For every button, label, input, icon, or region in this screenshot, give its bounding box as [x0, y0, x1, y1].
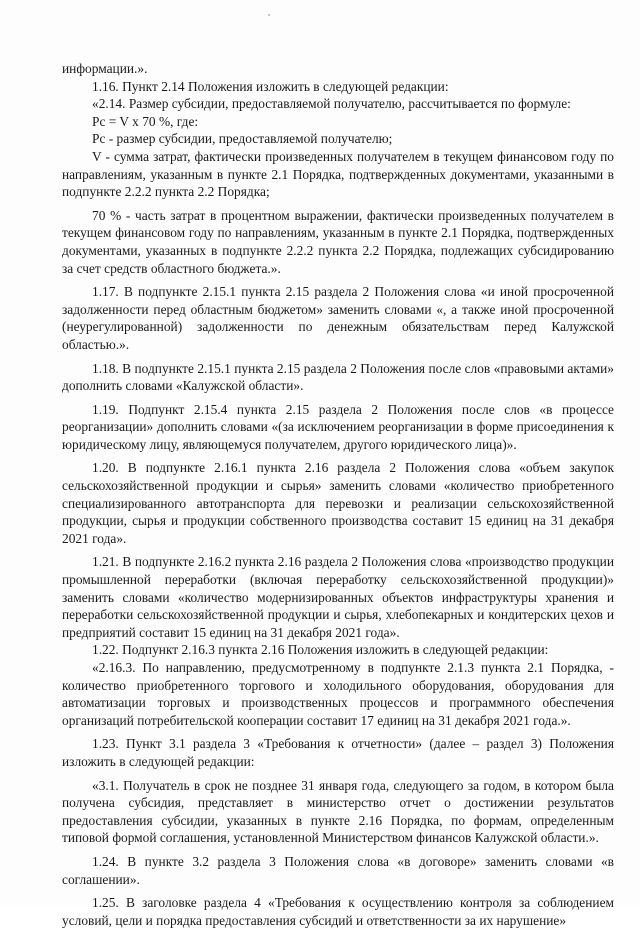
paragraph-1-22: 1.22. Подпункт 2.16.3 пункта 2.16 Положения изложить в следующей редакции:	[92, 642, 549, 658]
paragraph-1-19: 1.19. Подпункт 2.15.4 пункта 2.15 раздела 2 Положения после слов «в процессе реорганизации» дополнить словами «(за исключением реорганизации в форме присоединения к юридическому лицу, являющемуся получателем, другого юридического лица)».	[62, 401, 614, 452]
paragraph-1-21: 1.21. В подпункте 2.16.2 пункта 2.16 раздела 2 Положения слова «производство продукции промышленной переработки (включая переработку сельскохозяйственной продукции)» заменить словами «количество модернизированных объектов инфраструктуры хранения и переработки сельскохозяйственной продукции и сырья, хлебопекарных и кондитерских цехов и предприятий составит 15 единиц на 31 декабря 2021 года».	[62, 554, 614, 640]
formula-definition-pc: Pc - размер субсидии, предоставляемой получателю;	[92, 131, 393, 147]
formula-definition-70: 70 % - часть затрат в процентном выражении, фактически произведенных получателем в текущем финансовом году по направлениям, указанным в пункте 2.1 Порядка, подтвержденных документами, указанных в подпункте 2.2.2 пункта 2.2 Порядка, подлежащих субсидированию за счет средств областного бюджета.».	[62, 207, 614, 276]
paragraph-3-1-quote: «3.1. Получатель в срок не позднее 31 января года, следующего за годом, в котором была получена субсидия, представляет в министерство отчет о достижении результатов предоставления субсидии, указанных в пункте 2.16 Порядка, по формам, определенным типовой формой соглашения, установленной Министерством финансов Калужской области.».	[62, 777, 614, 846]
document-body	[62, 60, 614, 929]
paragraph-1-24: 1.24. В пункте 3.2 раздела 3 Положения слова «в договоре» заменить словами «в соглашении».	[62, 853, 614, 887]
paragraph-1-20: 1.20. В подпункте 2.16.1 пункта 2.16 раздела 2 Положения слова «объем закупок сельскохозяйственной продукции и сырья» заменить словами «количество приобретенного специализированного автотранспорта для перевозки и реализации сельскохозяйственной продукции, сырья и продукции собственного производства составит 15 единиц на 31 декабря 2021 года».	[62, 460, 614, 546]
paragraph-continuation: информации.».	[62, 61, 148, 76]
paragraph-2-16-3-quote: «2.16.3. По направлению, предусмотренному в подпункте 2.1.3 пункта 2.1 Порядка, - количество приобретенного торгового и холодильного оборудования, оборудования для автоматизации торговых и производственных процессов и программного обеспечения организаций потребительской кооперации составит 17 единиц на 31 декабря 2021 года.».	[62, 660, 614, 728]
scan-speck	[268, 14, 270, 16]
formula-line: Pc = V x 70 %, где:	[92, 113, 199, 129]
paragraph-1-17: 1.17. В подпункте 2.15.1 пункта 2.15 раздела 2 Положения слова «и иной просроченной задолженности перед областным бюджетом» заменить словами «, а также иной просроченной (неурегулированной) задолженности по денежным обязательствам перед Калужской областью.».	[62, 284, 614, 352]
paragraph-1-16: 1.16. Пункт 2.14 Положения изложить в следующей редакции:	[92, 78, 449, 94]
formula-definition-v: V - сумма затрат, фактически произведенных получателем в текущем финансовом году по направлениям, указанным в пункте 2.1 Порядка, подтвержденных документами, указанными в подпункте 2.2.2 пункта 2.2 Порядка;	[62, 148, 614, 200]
paragraph-2-14-quote: «2.14. Размер субсидии, предоставляемой получателю, рассчитывается по формуле:	[92, 96, 571, 112]
paragraph-1-23: 1.23. Пункт 3.1 раздела 3 «Требования к отчетности» (далее – раздел 3) Положения изложить в следующей редакции:	[62, 736, 614, 769]
paragraph-1-18: 1.18. В подпункте 2.15.1 пункта 2.15 раздела 2 Положения после слов «правовыми актами» дополнить словами «Калужской области».	[62, 360, 614, 394]
paragraph-1-25: 1.25. В заголовке раздела 4 «Требования к осуществлению контроля за соблюдением условий, цели и порядка предоставления субсидий и ответственности за их нарушение»	[62, 895, 614, 928]
